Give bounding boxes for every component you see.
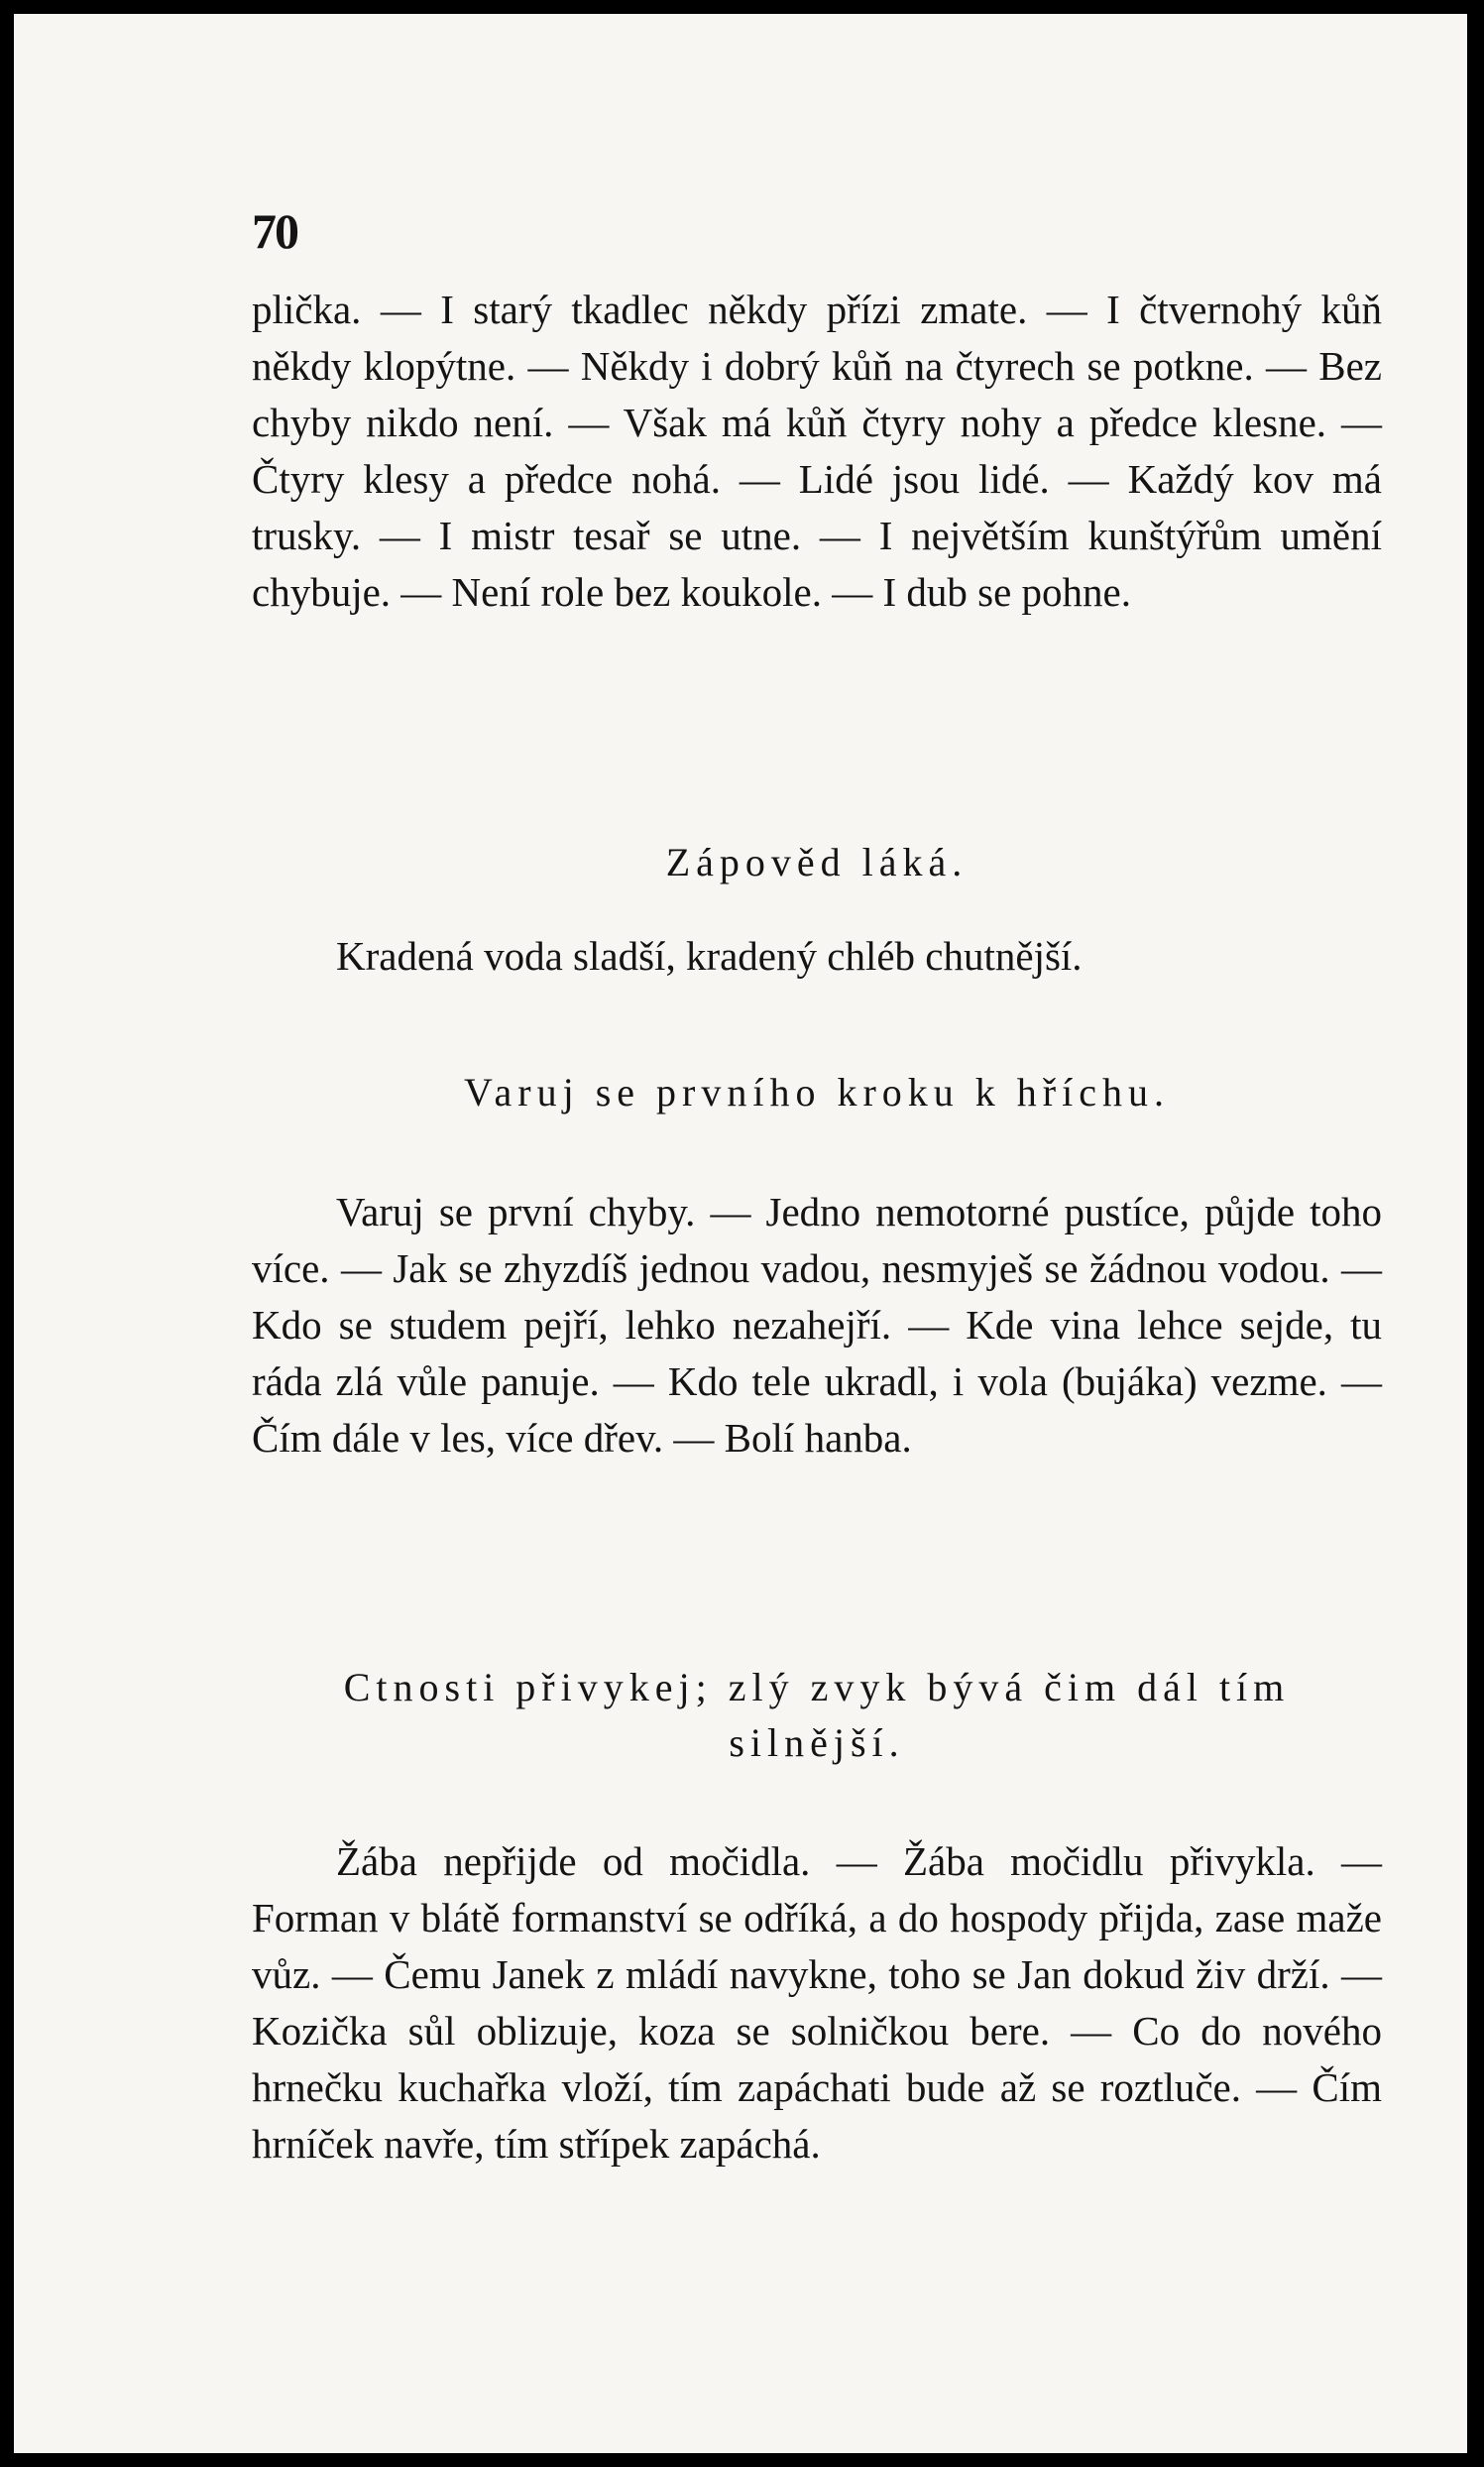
section-heading-zapoved-laka: Zápověd láká. xyxy=(665,840,969,884)
paragraph-1: plička. — I starý tkadlec někdy přízi zmate. — I čtvernohý kůň někdy klopýtne. — Někdy i dobrý kůň na čtyrech se potkne. — Bez chyby nikdo není. — Však má kůň čtyry nohy a předce klesne. — Čtyry klesy a předce nohá. — Lidé jsou lidé. — Každý kov má trusky. — I mistr tesař se utne. — I největším kunštýřům umění chybuje. — Není role bez koukole. — I dub se pohne. xyxy=(252,287,1382,615)
page-number: 70 xyxy=(252,203,297,259)
paragraph-2: Kradená voda sladší, kradený chléb chutnější. xyxy=(336,933,1083,979)
paragraph-3: Varuj se první chyby. — Jedno nemotorné pustíce, půjde toho více. — Jak se zhyzdíš jednou vadou, nesmyješ se žádnou vodou. — Kdo se studem pejří, lehko nezahejří. — Kde vina lehce sejde, tu ráda zlá vůle panuje. — Kdo tele ukradl, i vola (bujáka) vezme. — Čím dále v les, více dřev. — Bolí hanba. xyxy=(252,1189,1382,1461)
section-heading-ctnosti: Ctnosti přivykej; zlý zvyk bývá čim dál tím silnější. xyxy=(343,1665,1291,1765)
book-page xyxy=(14,14,1467,2453)
section-heading-varuj-se: Varuj se prvního kroku k hříchu. xyxy=(464,1070,1170,1115)
paragraph-4: Žába nepřijde od močidla. — Žába močidlu přivykla. — Forman v blátě formanství se odříká, a do hospody přijda, zase maže vůz. — Čemu Janek z mládí navykne, toho se Jan dokud živ drží. — Kozička sůl oblizuje, koza se solničkou bere. — Co do nového hrnečku kuchařka vloží, tím zapáchati bude až se roztluče. — Čím hrníček navře, tím střípek zapáchá. xyxy=(252,1838,1382,2167)
